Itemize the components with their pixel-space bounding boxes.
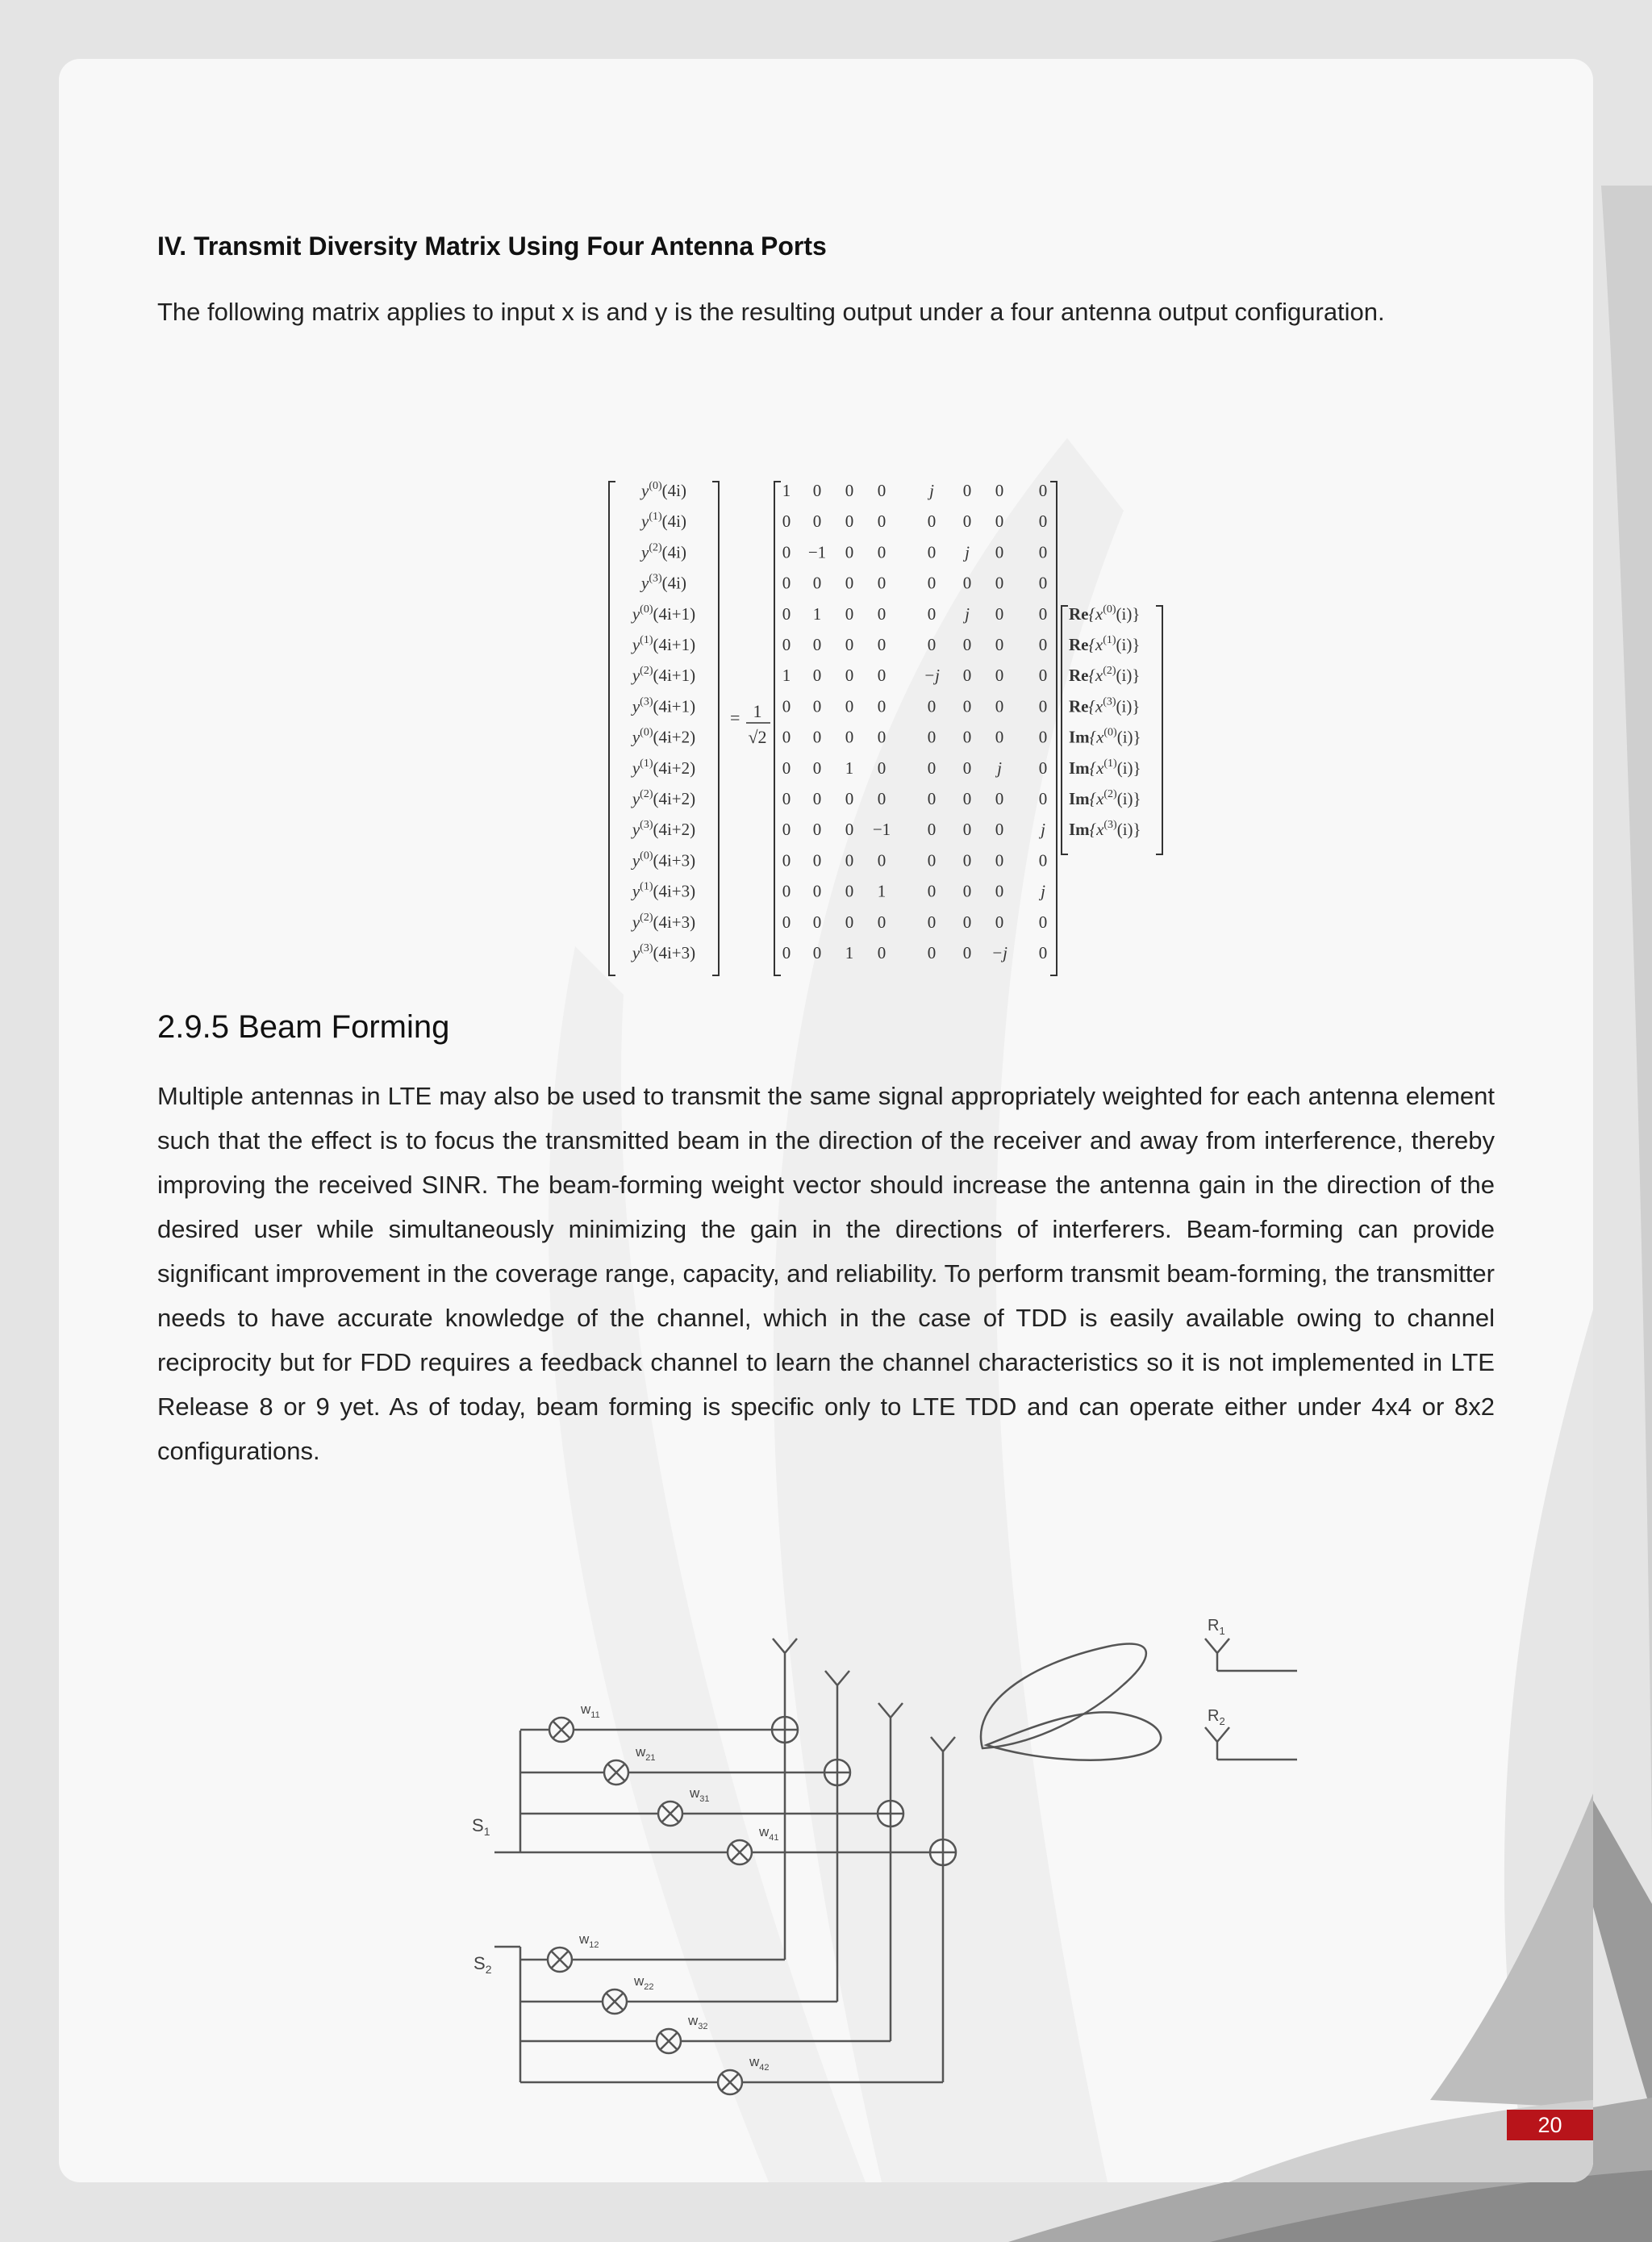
matrix-entry: 0 [1038, 666, 1048, 686]
matrix-entry: 0 [995, 573, 1004, 593]
matrix-entry: 0 [845, 635, 854, 654]
matrix-entry: 0 [927, 912, 937, 932]
matrix-entry: 0 [845, 789, 854, 808]
matrix-entry: 0 [812, 850, 822, 870]
scale-denominator: √2 [748, 727, 767, 747]
matrix-entry: 0 [995, 696, 1004, 716]
matrix-entry: 0 [995, 511, 1004, 532]
matrix-entry: −1 [807, 542, 827, 562]
y-vector-entry: $y^{(3)}(4i)$ [641, 572, 686, 593]
matrix-entry: 0 [782, 850, 791, 870]
multiplier-node [728, 1840, 752, 1864]
matrix-entry: 0 [995, 881, 1004, 901]
beam-pattern-lobe-1 [981, 1644, 1146, 1748]
matrix-entry: 0 [812, 666, 822, 686]
multiplier-node [658, 1802, 682, 1826]
matrix-entry: 0 [877, 603, 886, 624]
multiplier-node [604, 1760, 628, 1785]
matrix-entry: 0 [782, 820, 791, 840]
matrix-entry: j [965, 603, 970, 624]
matrix-entry: 0 [995, 603, 1004, 624]
matrix-entry: 0 [1038, 511, 1048, 532]
x-vector-entry: $Im\{x^{(2)}(i)\}$ [1069, 788, 1141, 808]
matrix-entry: 1 [845, 943, 854, 962]
matrix-entry: −j [923, 666, 941, 686]
matrix-entry: 0 [877, 943, 886, 962]
matrix-entry: 0 [1038, 696, 1048, 716]
matrix-entry: 0 [962, 573, 972, 593]
matrix-entry: 0 [812, 635, 822, 654]
matrix-entry: 0 [877, 727, 886, 747]
receiver-label-r2: $R_2$ [1208, 1707, 1225, 1727]
matrix-entry: 0 [962, 881, 972, 901]
matrix-entry: j [1041, 881, 1045, 901]
x-vector-entry: $Im\{x^{(0)}(i)\}$ [1069, 726, 1141, 747]
matrix-entry: 0 [1038, 727, 1048, 747]
matrix-entry: 0 [995, 666, 1004, 686]
matrix-entry: 0 [1038, 758, 1048, 778]
matrix-entry: 0 [845, 481, 854, 500]
matrix-entry: 0 [782, 603, 791, 624]
matrix-entry: 0 [812, 727, 822, 747]
y-vector-entry: $y^{(0)}(4i+3)$ [632, 850, 696, 870]
y-vector-entry: $y^{(1)}(4i+1)$ [632, 634, 696, 654]
matrix-entry: 0 [845, 696, 854, 716]
transmit-diversity-matrix [543, 419, 1188, 983]
matrix-entry: 0 [927, 696, 937, 716]
matrix-entry: j [929, 481, 934, 500]
matrix-entry: 0 [995, 727, 1004, 747]
receiver-antenna-icon [1205, 1727, 1229, 1760]
matrix-entry: j [965, 542, 970, 562]
matrix-entry: 0 [877, 850, 886, 870]
multiplier-node [549, 1718, 574, 1742]
section-295-heading: 2.9.5 Beam Forming [157, 1009, 450, 1045]
y-vector-entry: $y^{(2)}(4i+1)$ [632, 665, 696, 686]
antenna-icon [931, 1737, 955, 1769]
weight-label-s2: $w_{12}$ [579, 1931, 599, 1950]
matrix-entry: 0 [877, 635, 886, 654]
matrix-entry: 0 [1038, 912, 1048, 932]
beamforming-diagram [414, 1543, 1333, 2108]
section-iv-heading: IV. Transmit Diversity Matrix Using Four Antenna Ports [157, 232, 827, 261]
source-label-s2: $S_2$ [473, 1953, 492, 1976]
summing-node [772, 1717, 798, 1743]
weight-label-s2: $w_{32}$ [688, 2013, 708, 2031]
matrix-entry: 0 [962, 789, 972, 808]
matrix-entry: 0 [782, 758, 791, 778]
matrix-entry: 0 [1038, 943, 1048, 962]
matrix-entry: 0 [927, 603, 937, 624]
source-label-s1: $S_1$ [472, 1815, 490, 1838]
matrix-entry: 0 [927, 881, 937, 901]
matrix-entry: 0 [1038, 481, 1048, 500]
matrix-entry: 1 [812, 603, 822, 624]
weight-label-s2: $w_{42}$ [749, 2054, 770, 2073]
matrix-entry: 0 [1038, 789, 1048, 808]
matrix-entry: 0 [995, 635, 1004, 654]
y-vector-entry: $y^{(1)}(4i+2)$ [632, 757, 696, 778]
y-vector-entry: $y^{(1)}(4i+3)$ [632, 880, 696, 901]
matrix-entry: 0 [962, 820, 972, 840]
multiplier-node [548, 1948, 572, 1972]
equals-sign: = [730, 708, 740, 728]
x-vector-entry: $Re\{x^{(0)}(i)\}$ [1069, 603, 1141, 624]
matrix-entry: 0 [812, 696, 822, 716]
y-vector-right-bracket [712, 482, 719, 975]
weight-label-s1: $w_{21}$ [636, 1744, 656, 1763]
matrix-entry: 0 [962, 666, 972, 686]
matrix-entry: j [997, 758, 1002, 778]
matrix-entry: 0 [927, 820, 937, 840]
matrix-entry: 0 [812, 881, 822, 901]
matrix-entry: 0 [877, 511, 886, 532]
weight-label-s1: $w_{31}$ [690, 1785, 710, 1804]
matrix-entry: 0 [845, 820, 854, 840]
matrix-entry: 0 [812, 511, 822, 532]
summing-node [930, 1839, 956, 1865]
weight-label-s1: $w_{41}$ [759, 1824, 779, 1843]
matrix-entry: 0 [877, 481, 886, 500]
matrix-entry: 1 [877, 881, 886, 901]
matrix-entry: 0 [812, 573, 822, 593]
matrix-entry: 0 [782, 635, 791, 654]
matrix-right-bracket [1050, 482, 1057, 975]
matrix-entry: 0 [962, 758, 972, 778]
y-vector-left-bracket [609, 482, 615, 975]
matrix-entry: 1 [782, 666, 791, 686]
y-vector-entry: $y^{(2)}(4i+2)$ [632, 788, 696, 808]
matrix-entry: 0 [927, 635, 937, 654]
y-vector-entry: $y^{(0)}(4i+1)$ [632, 603, 696, 624]
x-vector-right-bracket [1156, 606, 1162, 854]
y-vector-entry: $y^{(2)}(4i+3)$ [632, 911, 696, 932]
matrix-entry: 0 [927, 850, 937, 870]
y-vector-entry: $y^{(3)}(4i+3)$ [632, 942, 696, 962]
matrix-entry: 0 [1038, 603, 1048, 624]
matrix-entry: 0 [845, 666, 854, 686]
beam-forming-paragraph: Multiple antennas in LTE may also be used to transmit the same signal appropriately weighted for each antenna element such that the effect is to focus the transmitted beam in the direction of the receiver and away from interference, thereby improving the received SINR. The beam-forming weight vector should increase the antenna gain in the direction of the desired user while simultaneously minimizing the gain in the directions of interferers. Beam-forming can provide significant improvement in the coverage range, capacity, and reliability. To perform transmit beam-forming, the transmitter needs to have accurate knowledge of the channel, which in the case of TDD is easily available owing to channel reciprocity but for FDD requires a feedback channel to learn the channel characteristics so it is not implemented in LTE Release 8 or 9 yet. As of today, beam forming is specific only to LTE TDD and can operate either under 4x4 or 8x2 configurations. [157, 1082, 1495, 1465]
matrix-entry: 0 [877, 573, 886, 593]
matrix-entry: 0 [995, 912, 1004, 932]
matrix-entry: 0 [782, 789, 791, 808]
matrix-entry: 0 [927, 727, 937, 747]
matrix-entry: 0 [1038, 850, 1048, 870]
matrix-entry: 0 [927, 542, 937, 562]
matrix-entry: 0 [877, 789, 886, 808]
x-vector-left-bracket [1062, 606, 1068, 854]
matrix-entry: 0 [782, 696, 791, 716]
matrix-entry: 0 [812, 481, 822, 500]
matrix-entry: 0 [962, 635, 972, 654]
matrix-entry: 0 [877, 696, 886, 716]
matrix-entry: 0 [812, 820, 822, 840]
matrix-entry: 0 [845, 511, 854, 532]
matrix-entry: 0 [995, 789, 1004, 808]
antenna-icon [878, 1703, 903, 1735]
y-vector-entry: $y^{(0)}(4i)$ [641, 480, 686, 500]
matrix-entry: 0 [995, 481, 1004, 500]
receiver-label-r1: $R_1$ [1208, 1617, 1225, 1637]
y-vector-entry: $y^{(1)}(4i)$ [641, 511, 686, 532]
summing-node [824, 1760, 850, 1785]
matrix-entry: 0 [845, 850, 854, 870]
matrix-entry: 0 [877, 912, 886, 932]
matrix-entry: 0 [877, 758, 886, 778]
matrix-entry: 0 [995, 850, 1004, 870]
antenna-icon [825, 1671, 849, 1703]
section-iv-intro: The following matrix applies to input x is and y is the resulting output under a four antenna output configuration. [157, 298, 1385, 326]
y-vector-entry: $y^{(3)}(4i+1)$ [632, 695, 696, 716]
matrix-entry: 0 [845, 573, 854, 593]
page-number: 20 [1507, 2110, 1593, 2140]
matrix-entry: 0 [812, 758, 822, 778]
weight-label-s2: $w_{22}$ [634, 1973, 654, 1992]
y-vector-entry: $y^{(3)}(4i+2)$ [632, 819, 696, 840]
antenna-icon [773, 1639, 797, 1671]
summing-node [878, 1801, 903, 1827]
matrix-entry: 0 [782, 943, 791, 962]
x-vector-entry: $Im\{x^{(1)}(i)\}$ [1069, 757, 1141, 778]
matrix-entry: 1 [782, 481, 791, 500]
matrix-entry: 0 [812, 912, 822, 932]
matrix-entry: 0 [962, 943, 972, 962]
matrix-entry: j [1041, 820, 1045, 840]
receiver-antenna-icon [1205, 1639, 1229, 1671]
matrix-entry: −j [991, 943, 1008, 962]
matrix-entry: 0 [962, 727, 972, 747]
matrix-entry: 0 [782, 727, 791, 747]
x-vector-entry: $Re\{x^{(3)}(i)\}$ [1069, 695, 1141, 716]
x-vector-entry: $Re\{x^{(1)}(i)\}$ [1069, 634, 1141, 654]
matrix-entry: 0 [1038, 542, 1048, 562]
x-vector-entry: $Re\{x^{(2)}(i)\}$ [1069, 665, 1141, 686]
y-vector-entry: $y^{(2)}(4i)$ [641, 541, 686, 562]
matrix-entry: 0 [845, 603, 854, 624]
matrix-entry: 0 [1038, 635, 1048, 654]
matrix-entry: 0 [782, 912, 791, 932]
matrix-entry: −1 [872, 820, 891, 840]
matrix-entry: 0 [995, 820, 1004, 840]
weight-label-s1: $w_{11}$ [581, 1701, 600, 1720]
matrix-entry: 0 [927, 511, 937, 532]
matrix-entry: 0 [877, 542, 886, 562]
multiplier-node [603, 1989, 627, 2014]
matrix-entry: 0 [845, 542, 854, 562]
x-vector-entry: $Im\{x^{(3)}(i)\}$ [1069, 819, 1141, 840]
matrix-entry: 0 [962, 696, 972, 716]
multiplier-node [657, 2029, 681, 2053]
multiplier-node [718, 2070, 742, 2094]
matrix-entry: 0 [782, 573, 791, 593]
matrix-entry: 0 [845, 727, 854, 747]
scale-numerator: 1 [753, 701, 762, 721]
matrix-entry: 0 [1038, 573, 1048, 593]
matrix-entry: 0 [845, 912, 854, 932]
matrix-entry: 0 [962, 850, 972, 870]
matrix-entry: 0 [812, 943, 822, 962]
matrix-entry: 0 [927, 789, 937, 808]
matrix-entry: 0 [995, 542, 1004, 562]
matrix-entry: 0 [927, 943, 937, 962]
matrix-entry: 0 [962, 912, 972, 932]
matrix-entry: 0 [962, 511, 972, 532]
matrix-entry: 0 [812, 789, 822, 808]
matrix-entry: 0 [782, 511, 791, 532]
matrix-entry: 0 [877, 666, 886, 686]
document-page [59, 59, 1593, 2182]
matrix-entry: 0 [845, 881, 854, 901]
y-vector-entry: $y^{(0)}(4i+2)$ [632, 726, 696, 747]
matrix-entry: 0 [962, 481, 972, 500]
matrix-left-bracket [774, 482, 781, 975]
matrix-entry: 0 [782, 881, 791, 901]
matrix-entry: 0 [782, 542, 791, 562]
matrix-entry: 0 [927, 758, 937, 778]
matrix-entry: 0 [927, 573, 937, 593]
matrix-entry: 1 [845, 758, 854, 778]
